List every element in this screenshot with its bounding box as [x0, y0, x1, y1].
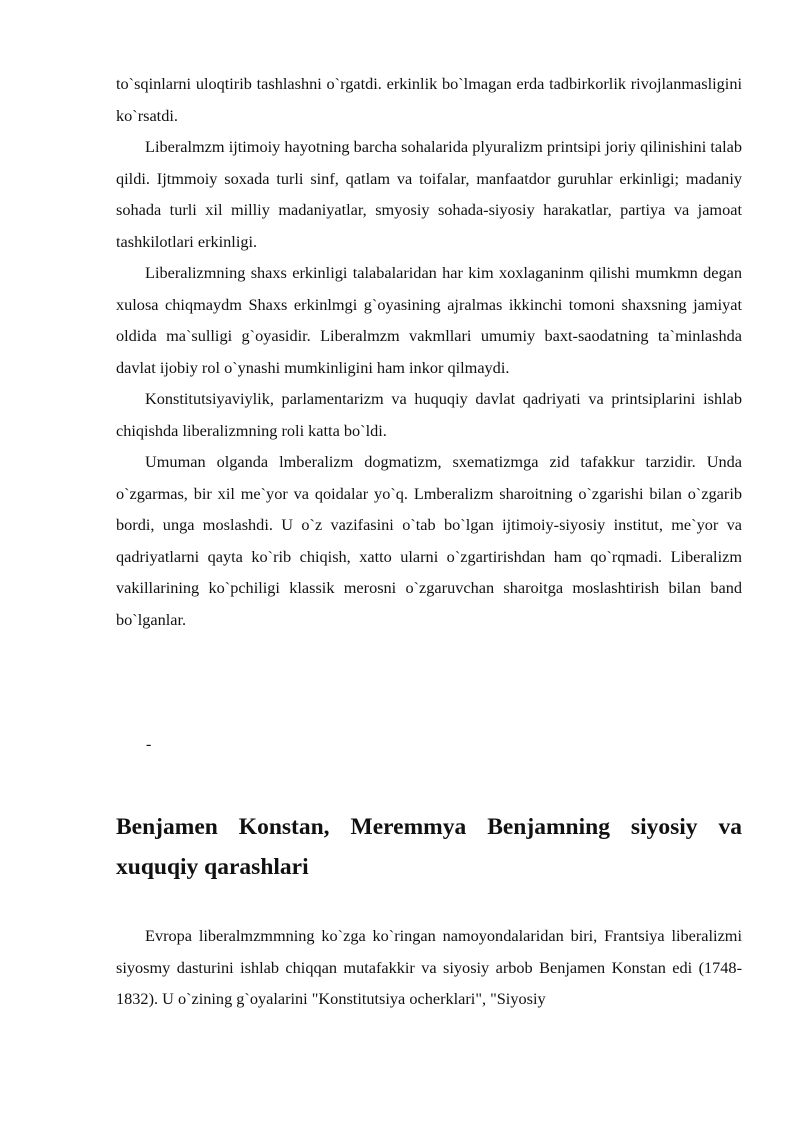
dash-mark: -	[146, 736, 152, 753]
document-body	[116, 68, 742, 635]
paragraph-konstan-intro: Evropa liberalmzmmning ko`zga ko`ringan namoyondalaridan biri, Frantsiya liberalizmi siyosmy dasturini ishlab chiqqan mutafakkir va siyosiy arbob Benjamen Konstan edi (1748-1832). U o`zining g`oyalarini "Konstitutsiya ocherklari", "Siyosiy	[116, 926, 742, 1008]
paragraph-personal-freedom: Liberalizmning shaxs erkinligi talabalaridan har kim xoxlaganinm qilishi mumkmn degan xulosa chiqmaydm Shaxs erkinlmgi g`oyasining ajralmas ikkinchi tomoni shaxsning jamiyat oldida ma`sulligi g`oyasidir. Liberalmzm vakmllari umumiy baxt-saodatning ta`minlashda davlat ijobiy rol o`ynashi mumkinligini ham inkor qilmaydi.	[116, 263, 742, 377]
paragraph-pluralism: Liberalmzm ijtimoiy hayotning barcha sohalarida plyuralizm printsipi joriy qilinishini talab qildi. Ijtmmoiy soxada turli sinf, qatlam va toifalar, manfaatdor guruhlar erkinligi; madaniy sohada turli xil milliy madaniyatlar, smyosiy sohada-siyosiy harakatlar, partiya va jamoat tashkilotlari erkinligi.	[116, 137, 742, 251]
section-heading: Benjamen Konstan, Meremmya Benjamning siyosiy va xuquqiy qarashlari	[116, 814, 742, 880]
paragraph-liberalism-adaptation: Umuman olganda lmberalizm dogmatizm, sxematizmga zid tafakkur tarzidir. Unda o`zgarmas, bir xil me`yor va qoidalar yo`q. Lmberalizm sharoitning o`zgarishi bilan o`zgarib bordi, unga moslashdi. U o`z vazifasini o`tab bo`lgan ijtimoiy-siyosiy institut, me`yor va qadriyatlarni qayta ko`rib chiqish, xatto ularni o`zgartirishdan ham qo`rqmadi. Liberalizm vakillarining ko`pchiligi klassik merosni o`zgaruvchan sharoitga moslashtirish bilan band bo`lganlar.	[116, 452, 742, 629]
paragraph-constitutionalism: Konstitutsiyaviylik, parlamentarizm va huquqiy davlat qadriyati va printsiplarini ishlab chiqishda liberalizmning roli katta bo`ldi.	[116, 389, 742, 440]
paragraph-continuation: to`sqinlarni uloqtirib tashlashni o`rgatdi. erkinlik bo`lmagan erda tadbirkorlik rivojlanmasligini ko`rsatdi.	[116, 74, 742, 125]
section-body	[116, 920, 742, 1015]
